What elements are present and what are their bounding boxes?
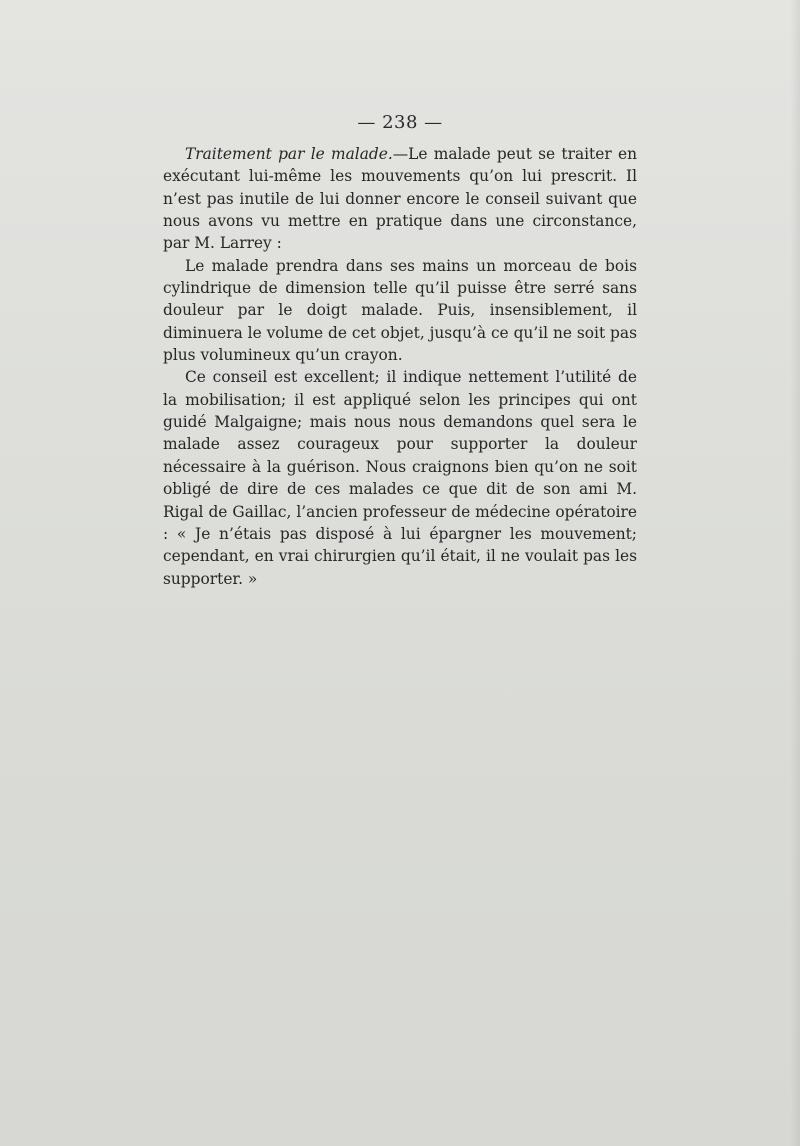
paragraph-1-text: —Le malade peut se traiter en exécutant lui-même les mouvements qu’on lui prescrit. Il n’est pas inutile de lui donner encore le conseil suivant que nous avons vu mettre en pratique dans une circonstance, par M. Larrey :: [163, 145, 637, 253]
paragraph-1: [163, 143, 637, 255]
page-number: — 238 —: [357, 112, 443, 133]
paragraph-2: Le malade prendra dans ses mains un morceau de bois cylindrique de dimension telle qu’il puisse être serré sans douleur par le doigt malade. Puis, insensiblement, il diminuera le volume de cet objet, jusqu’à ce qu’il ne soit pas plus volumineux qu’un crayon.: [163, 256, 637, 365]
paragraph-3: Ce conseil est excellent; il indique nettement l’utilité de la mobilisation; il est appliqué selon les principes qui ont guidé Malgaigne; mais nous nous demandons quel sera le malade assez courageux pour supporter la douleur nécessaire à la guérison. Nous craignons bien qu’on ne soit obligé de dire de ces malades ce que dit de son ami M. Rigal de Gaillac, l’ancien professeur de médecine opératoire : « Je n’étais pas disposé à lui épargner les mouvement; cependant, en vrai chirurgien qu’il était, il ne voulait pas les supporter. »: [163, 368, 637, 588]
body-text: [163, 143, 637, 590]
section-lead: Traitement par le malade.: [185, 145, 393, 163]
